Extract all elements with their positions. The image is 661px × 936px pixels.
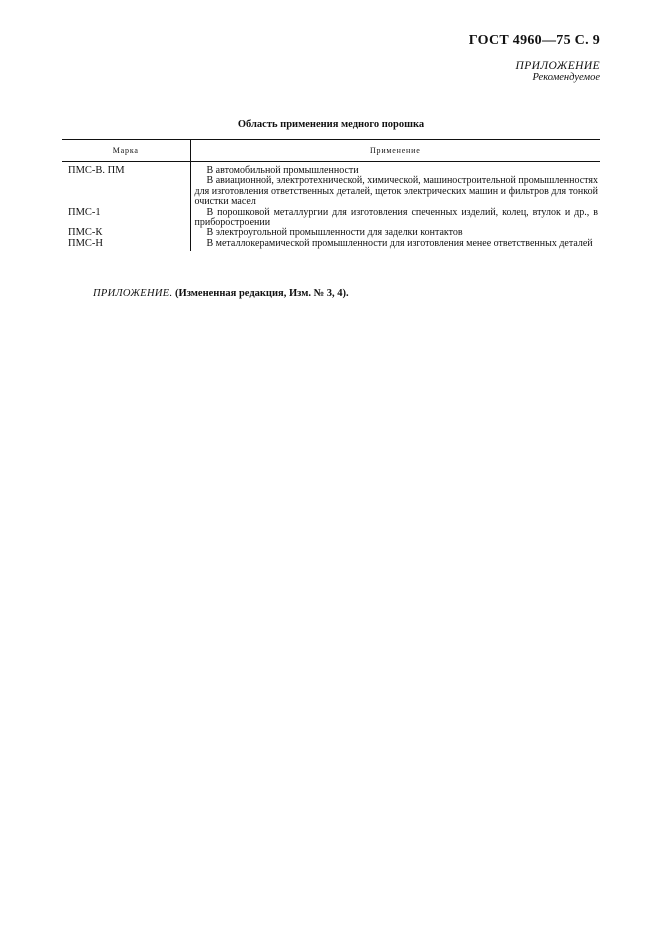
row-mark: ПМС-Н — [62, 239, 190, 251]
row-application: В автомобильной промышленности — [206, 165, 359, 176]
row-mark: ПМС-1 — [62, 208, 190, 229]
page-header-doc-ref: ГОСТ 4960—75 С. 9 — [468, 33, 600, 48]
copper-powder-application-table — [62, 139, 600, 251]
footnote-text: (Измененная редакция, Изм. № 3, 4). — [175, 288, 349, 299]
row-mark: ПМС-К — [62, 228, 190, 238]
table-row — [62, 208, 600, 229]
footnote-label: ПРИЛОЖЕНИЕ. — [93, 288, 173, 299]
row-application: В металлокерамической промышленности для изготовления менее ответственных деталей — [206, 237, 593, 249]
appendix-block — [516, 60, 600, 84]
row-mark: ПМС-В. ПМ — [62, 162, 190, 177]
table-row — [62, 239, 600, 251]
table-row — [62, 162, 600, 177]
row-application: В порошковой металлургии для изготовления спеченных изделий, колец, втулок и др., в приборостроении — [194, 206, 598, 229]
appendix-label: ПРИЛОЖЕНИЕ — [515, 60, 600, 72]
row-application: В электроугольной промышленности для заделки контактов — [206, 227, 463, 239]
document-title: Область применения медного порошка — [237, 119, 425, 130]
column-header-mark: Марка — [62, 140, 190, 162]
appendix-status: Рекомендуемое — [532, 72, 600, 83]
row-mark — [62, 176, 190, 207]
column-header-application: Применение — [190, 140, 600, 162]
footnote — [93, 288, 349, 299]
table-header-row — [62, 140, 600, 162]
table-row — [62, 176, 600, 207]
row-application: В авиационной, электротехнической, химической, машиностроительной промышленностях для изготовления ответственных деталей, щеток электрических машин и фильтров для тонкой очистки масел — [194, 175, 598, 208]
